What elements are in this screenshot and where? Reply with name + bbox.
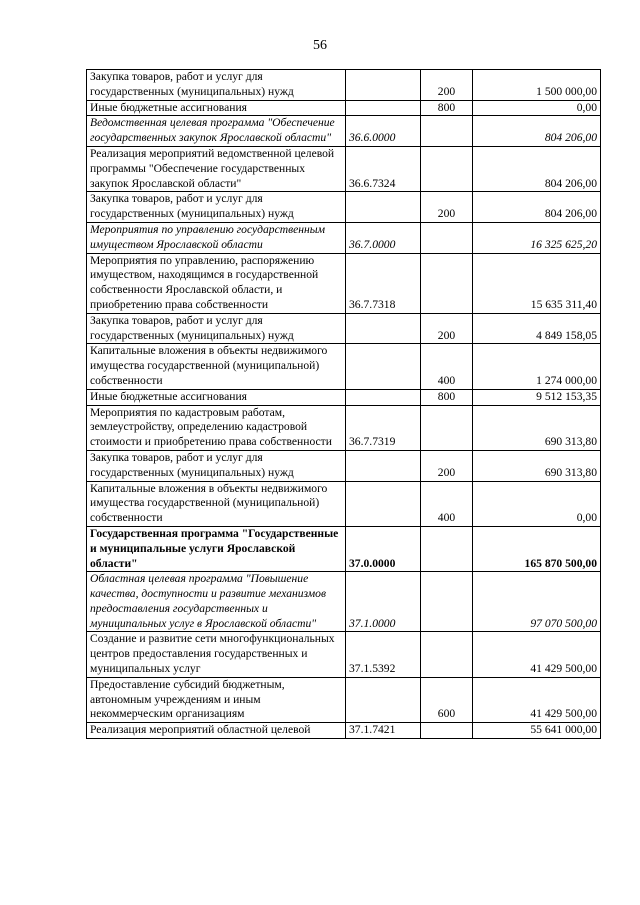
row-name-cell: Мероприятия по управлению, распоряжению имуществом, находящимся в государственной собственности Ярославской области, и приобретению права собственности (87, 253, 346, 313)
table-row (87, 116, 601, 147)
row-amount-cell: 55 641 000,00 (473, 723, 601, 739)
row-amount-cell: 9 512 153,35 (473, 389, 601, 405)
row-expense-type-cell: 400 (421, 344, 473, 389)
table-row (87, 222, 601, 253)
table-row (87, 405, 601, 450)
row-amount-cell: 0,00 (473, 481, 601, 526)
row-amount-cell: 1 274 000,00 (473, 344, 601, 389)
row-code-cell (346, 481, 421, 526)
row-expense-type-cell (421, 572, 473, 632)
row-name-cell: Мероприятия по кадастровым работам, землеустройству, определению кадастровой стоимости и приобретению права собственности (87, 405, 346, 450)
row-amount-cell: 1 500 000,00 (473, 70, 601, 101)
row-name-cell: Иные бюджетные ассигнования (87, 100, 346, 116)
table-row (87, 450, 601, 481)
row-expense-type-cell: 800 (421, 389, 473, 405)
row-name-cell: Мероприятия по управлению государственным имуществом Ярославской области (87, 222, 346, 253)
row-amount-cell: 690 313,80 (473, 405, 601, 450)
row-code-cell: 37.1.0000 (346, 572, 421, 632)
table-row (87, 723, 601, 739)
row-name-cell: Реализация мероприятий ведомственной целевой программы "Обеспечение государственных закупок Ярославской области" (87, 146, 346, 191)
table-row (87, 344, 601, 389)
row-amount-cell: 690 313,80 (473, 450, 601, 481)
page-number: 56 (313, 38, 327, 53)
row-code-cell: 37.1.7421 (346, 723, 421, 739)
budget-table-body (87, 70, 601, 739)
row-code-cell: 36.7.7318 (346, 253, 421, 313)
row-name-cell: Закупка товаров, работ и услуг для государственных (муниципальных) нужд (87, 192, 346, 223)
table-row (87, 70, 601, 101)
table-row (87, 100, 601, 116)
row-code-cell (346, 677, 421, 722)
row-code-cell (346, 344, 421, 389)
row-amount-cell: 804 206,00 (473, 116, 601, 147)
row-expense-type-cell: 600 (421, 677, 473, 722)
row-name-cell: Ведомственная целевая программа "Обеспечение государственных закупок Ярославской области" (87, 116, 346, 147)
row-name-cell: Областная целевая программа "Повышение качества, доступности и развитие механизмов предоставления государственных и муниципальных услуг в Ярославской области" (87, 572, 346, 632)
row-name-cell: Государственная программа "Государственные и муниципальные услуги Ярославской области" (87, 526, 346, 571)
row-amount-cell: 97 070 500,00 (473, 572, 601, 632)
row-code-cell: 36.6.7324 (346, 146, 421, 191)
table-row (87, 526, 601, 571)
row-name-cell: Закупка товаров, работ и услуг для государственных (муниципальных) нужд (87, 450, 346, 481)
row-name-cell: Закупка товаров, работ и услуг для государственных (муниципальных) нужд (87, 70, 346, 101)
row-expense-type-cell: 200 (421, 192, 473, 223)
row-amount-cell: 804 206,00 (473, 146, 601, 191)
table-row (87, 389, 601, 405)
row-expense-type-cell (421, 632, 473, 677)
row-name-cell: Иные бюджетные ассигнования (87, 389, 346, 405)
row-code-cell: 36.7.7319 (346, 405, 421, 450)
row-amount-cell: 165 870 500,00 (473, 526, 601, 571)
row-expense-type-cell (421, 405, 473, 450)
row-expense-type-cell: 800 (421, 100, 473, 116)
row-name-cell: Капитальные вложения в объекты недвижимого имущества государственной (муниципальной) собственности (87, 344, 346, 389)
row-code-cell: 36.6.0000 (346, 116, 421, 147)
row-code-cell (346, 70, 421, 101)
row-code-cell (346, 313, 421, 344)
table-row (87, 677, 601, 722)
row-expense-type-cell (421, 116, 473, 147)
row-code-cell (346, 450, 421, 481)
row-code-cell: 36.7.0000 (346, 222, 421, 253)
row-amount-cell: 0,00 (473, 100, 601, 116)
row-expense-type-cell: 200 (421, 450, 473, 481)
row-amount-cell: 4 849 158,05 (473, 313, 601, 344)
table-row (87, 313, 601, 344)
row-expense-type-cell: 200 (421, 313, 473, 344)
row-name-cell: Предоставление субсидий бюджетным, автономным учреждениям и иным некоммерческим организациям (87, 677, 346, 722)
row-code-cell (346, 192, 421, 223)
row-expense-type-cell: 400 (421, 481, 473, 526)
row-expense-type-cell: 200 (421, 70, 473, 101)
row-expense-type-cell (421, 723, 473, 739)
row-amount-cell: 41 429 500,00 (473, 677, 601, 722)
row-expense-type-cell (421, 526, 473, 571)
row-amount-cell: 16 325 625,20 (473, 222, 601, 253)
row-name-cell: Капитальные вложения в объекты недвижимого имущества государственной (муниципальной) собственности (87, 481, 346, 526)
table-row (87, 192, 601, 223)
row-expense-type-cell (421, 146, 473, 191)
row-code-cell (346, 100, 421, 116)
row-name-cell: Создание и развитие сети многофункциональных центров предоставления государственных и муниципальных услуг (87, 632, 346, 677)
row-expense-type-cell (421, 222, 473, 253)
table-row (87, 146, 601, 191)
row-code-cell (346, 389, 421, 405)
row-code-cell: 37.0.0000 (346, 526, 421, 571)
row-name-cell: Закупка товаров, работ и услуг для государственных (муниципальных) нужд (87, 313, 346, 344)
row-amount-cell: 41 429 500,00 (473, 632, 601, 677)
row-name-cell: Реализация мероприятий областной целевой (87, 723, 346, 739)
table-row (87, 632, 601, 677)
table-row (87, 572, 601, 632)
row-amount-cell: 15 635 311,40 (473, 253, 601, 313)
budget-table (86, 69, 601, 739)
table-row (87, 253, 601, 313)
row-code-cell: 37.1.5392 (346, 632, 421, 677)
row-amount-cell: 804 206,00 (473, 192, 601, 223)
table-row (87, 481, 601, 526)
row-expense-type-cell (421, 253, 473, 313)
